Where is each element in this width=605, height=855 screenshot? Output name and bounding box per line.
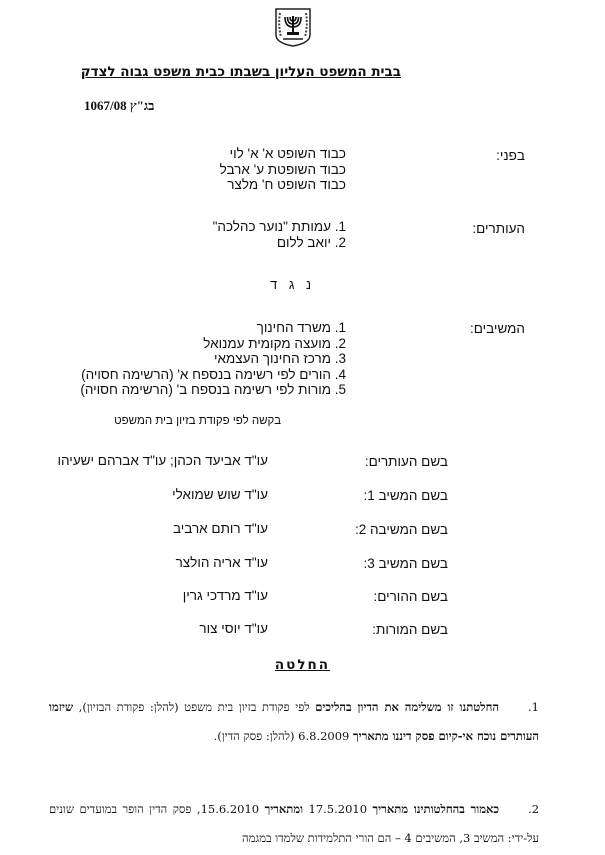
respondent-item: 4. הורים לפי רשימה בנספח א' (הרשימה חסויה) — [81, 366, 346, 382]
decision-title: החלטה — [274, 657, 331, 673]
paragraph-bold-text: שיזמו העותרים נוכח אי-קיום פסק דיננו מתאריך — [49, 700, 539, 743]
respondent-item: 1. משרד החינוך — [256, 320, 346, 335]
petitioner-item: 1. עמותת "נוער כהלכה" — [212, 219, 346, 234]
judge-name: כבוד השופטת ע' ארבל — [219, 161, 346, 177]
counsel-value: עו"ד יוסי צור — [199, 621, 268, 636]
paragraph-text: לפי פקודת בזיון בית משפט (להלן: פקודת הבזיון), — [73, 700, 316, 714]
counsel-label: בשם המשיבה 2: — [354, 522, 448, 537]
paragraph-text: 17.5.2010 — [303, 802, 373, 816]
request-type: בקשה לפי פקודת בזיון בית המשפט — [114, 415, 281, 427]
petitioner-item: 2. יואב ללום — [276, 234, 346, 250]
paragraph-text: 15.6.2010, פסק הדין הופר במועדים שונים על-ידי: המשיב 3, המשיבים 4 – הם הורי התלמידות שלמדו במגמה — [49, 802, 539, 845]
state-emblem-icon — [273, 7, 313, 47]
court-title: בבית המשפט העליון בשבתו כבית משפט גבוה לצדק — [80, 64, 401, 80]
counsel-value: עו"ד רותם ארביב — [172, 521, 268, 536]
petitioners-list — [213, 219, 346, 250]
paragraph-number: 2. — [528, 802, 540, 816]
respondents-label: המשיבים: — [469, 321, 525, 336]
respondent-item: 5. מורות לפי רשימה בנספח ב' (הרשימה חסויה) — [80, 382, 346, 397]
counsel-label: בשם המשיב 3: — [363, 556, 448, 571]
versus-label: נ ג ד — [270, 277, 315, 292]
counsel-label: בשם המשיב 1: — [363, 488, 448, 503]
paragraph-bold-text: ומתאריך — [264, 802, 304, 816]
counsel-label: בשם המורות: — [372, 622, 448, 637]
judge-name: כבוד השופט ח' מלצר — [227, 177, 346, 192]
decision-paragraph-2 — [49, 795, 539, 853]
respondents-list — [80, 320, 346, 398]
counsel-value: עו"ד אביעד הכהן; עו"ד אברהם ישעיהו — [57, 453, 268, 468]
panel-label: בפני: — [496, 148, 525, 163]
counsel-value: עו"ד שוש שמואלי — [172, 487, 268, 502]
paragraph-number: 1. — [528, 700, 539, 714]
counsel-label: בשם ההורים: — [373, 589, 448, 604]
respondent-item: 3. מרכז החינוך העצמאי — [213, 351, 346, 366]
counsel-label: בשם העותרים: — [364, 454, 448, 469]
judges-list — [220, 146, 346, 193]
paragraph-bold-text: החלטתנו זו משלימה את הדיון בהליכים — [315, 700, 499, 714]
petitioners-label: העותרים: — [472, 221, 525, 236]
respondent-item: 2. מועצה מקומית עמנואל — [203, 335, 346, 351]
decision-paragraph-1 — [49, 693, 539, 751]
counsel-value: עו"ד אריה הולצר — [175, 555, 268, 570]
paragraph-bold-text: כאמור בהחלטותינו מתאריך — [372, 802, 500, 816]
judge-name: כבוד השופט א' א' לוי — [229, 146, 346, 161]
paragraph-text: 6.8.2009 (להלן: פסק הדין). — [213, 729, 354, 743]
counsel-value: עו"ד מרדכי גרין — [182, 588, 268, 603]
case-number: בג"ץ 1067/08 — [84, 98, 155, 113]
